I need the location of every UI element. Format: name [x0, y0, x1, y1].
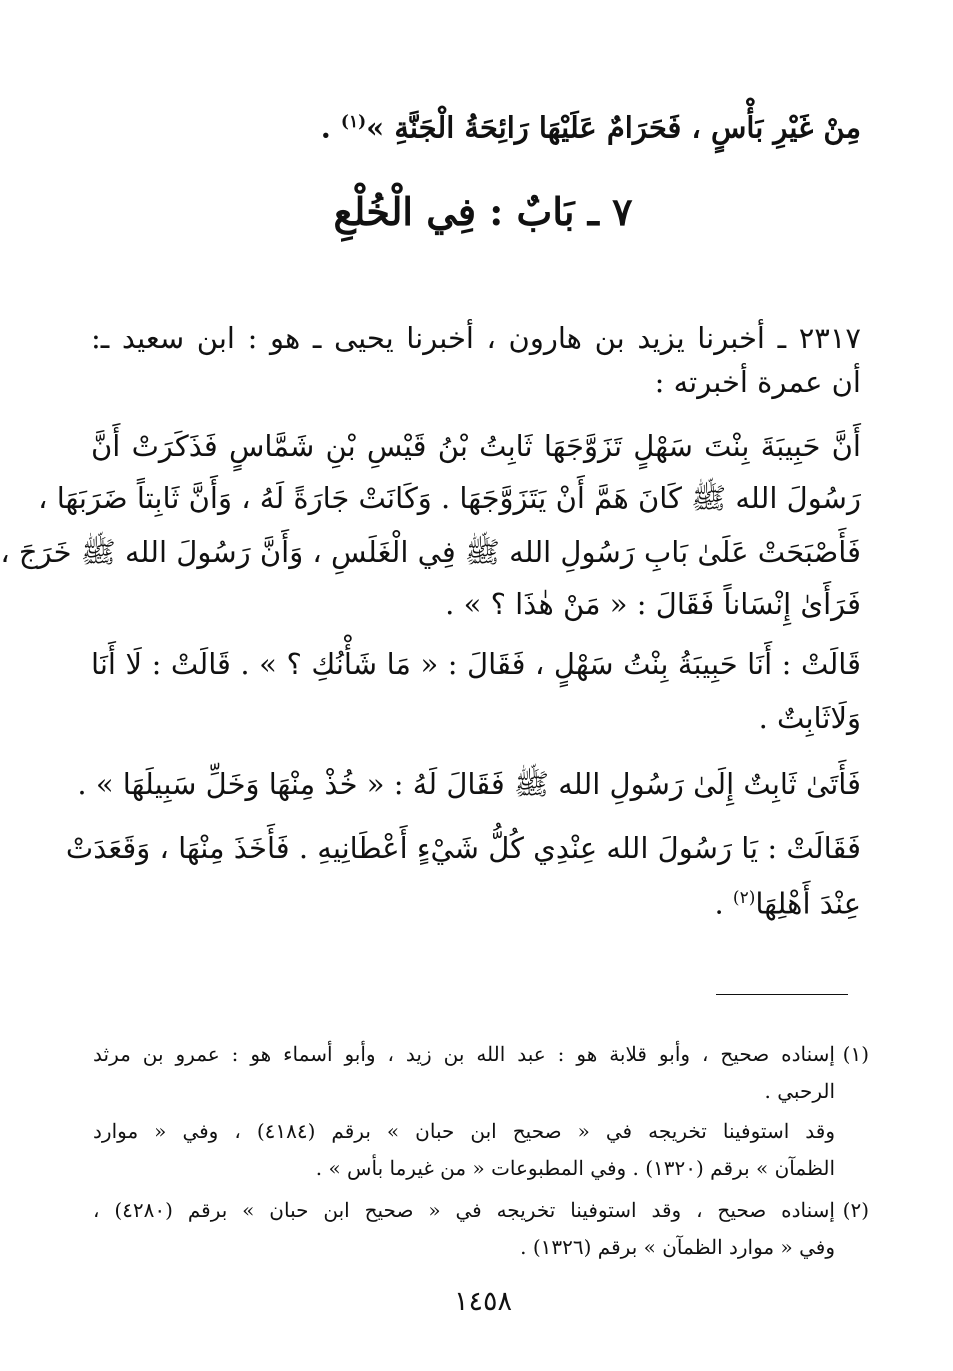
hadith-intro-line-2: أن عمرة أخبرته : — [654, 365, 861, 399]
hadith-ending-period: . — [320, 110, 341, 145]
hadith-ending-text: مِنْ غَيْرِ بَأْسٍ ، فَحَرَامٌ عَلَيْهَا رَائِحَةُ الْجَنَّةِ » — [366, 110, 861, 145]
footnote-separator — [716, 994, 848, 995]
text-line-hadith-ending — [91, 98, 861, 152]
footnote-1-line-3: وقد استوفينا تخريجه في « صحيح ابن حبان » برقم (٤١٨٤) ، وفي « موارد — [93, 1119, 835, 1143]
footnote-1-line-2: الرحبي . — [764, 1079, 835, 1103]
paragraph-4-line-2-text: عِنْدَ أَهْلِهَا — [755, 886, 861, 921]
footnote-ref-2: (٢) — [732, 888, 756, 908]
paragraph-1-line-2: رَسُولَ الله ﷺ كَانَ هَمَّ أَنْ يَتَزَوَّجَهَا . وَكَانَتْ جَارَةً لَهُ ، وَأَنَّ ثَابِتاً ضَرَبَهَا ، — [38, 481, 861, 515]
page-number: ١٤٥٨ — [453, 1286, 512, 1317]
paragraph-2-line-1: قَالَتْ : أَنَا حَبِيبَةُ بِنْتُ سَهْلٍ ، فَقَالَ : « مَا شَأْنُكِ ؟ » . قَالَتْ : لَا أَنَا — [91, 647, 861, 681]
footnote-1-line-1: إسناده صحيح ، وأبو قلابة هو : عبد الله بن زيد ، وأبو أسماء هو : عمرو بن مرثد — [93, 1042, 835, 1066]
paragraph-4-line-2-period: . — [714, 886, 733, 921]
paragraph-4-line-2 — [91, 874, 861, 928]
footnote-2-line-2: وفي « موارد الظمآن » برقم (١٣٢٦) . — [520, 1235, 835, 1259]
footnote-1-line-4: الظمآن » برقم (١٣٢٠) . وفي المطبوعات « من غيرما بأس » . — [315, 1156, 835, 1180]
chapter-heading: ٧ ـ بَابٌ : فِي الْخُلْعِ — [333, 189, 633, 234]
footnote-1-number: (١) — [842, 1042, 869, 1066]
paragraph-3-line-1: فَأَتَىٰ ثَابِتٌ إِلَىٰ رَسُولِ الله ﷺ فَقَالَ لَهُ : « خُذْ مِنْهَا وَخَلِّ سَبِيلَهَا » . — [77, 767, 861, 801]
paragraph-1-line-4: فَرَأَىٰ إِنْسَاناً فَقَالَ : « مَنْ هٰذَا ؟ » . — [445, 587, 861, 621]
paragraph-1-line-3: فَأَصْبَحَتْ عَلَىٰ بَابِ رَسُولِ الله ﷺ فِي الْغَلَسِ ، وَأَنَّ رَسُولَ الله ﷺ خَرَجَ ، — [0, 535, 861, 569]
footnote-2-line-1: إسناده صحيح ، وقد استوفينا تخريجه في « صحيح ابن حبان » برقم (٤٢٨٠) ، — [93, 1198, 835, 1222]
paragraph-4-line-1: فَقَالَتْ : يَا رَسُولَ الله عِنْدِي كُلُّ شَيْءٍ أَعْطَانِيهِ . فَأَخَذَ مِنْهَا ، وَقَعَدَتْ — [65, 831, 861, 865]
footnote-2-number: (٢) — [842, 1198, 869, 1222]
hadith-intro-line-1: ٢٣١٧ ـ أخبرنا يزيد بن هارون ، أخبرنا يحيى ـ هو : ابن سعيد ـ: — [91, 321, 861, 355]
paragraph-1-line-1: أَنَّ حَبِيبَةَ بِنْتَ سَهْلٍ تَزَوَّجَهَا ثَابِتُ بْنُ قَيْسِ بْنِ شَمَّاسٍ فَذَكَرَتْ أَنَّ — [91, 429, 861, 463]
footnote-ref-1: (١) — [340, 112, 367, 132]
paragraph-2-line-2: وَلَاثَابِتٌ . — [758, 701, 861, 735]
